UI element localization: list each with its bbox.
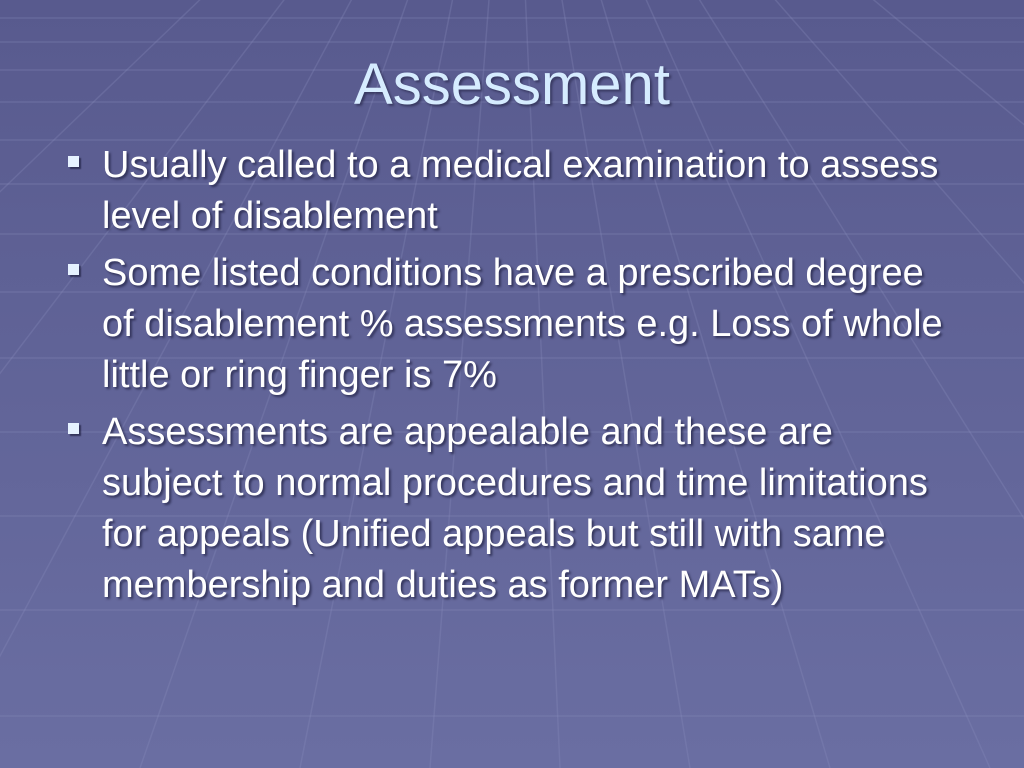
bullet-text: Some listed conditions have a prescribed degree of disablement % assessments e.g. Loss of whole little or ring finger is 7%	[102, 252, 943, 396]
bullet-item	[62, 248, 962, 401]
square-bullet-icon	[68, 156, 79, 167]
bullet-item	[62, 407, 962, 611]
slide-title: Assessment	[354, 52, 670, 117]
bullet-list	[62, 140, 962, 617]
bullet-item	[62, 140, 962, 242]
bullet-text: Assessments are appealable and these are subject to normal procedures and time limitations for appeals (Unified appeals but still with same membership and duties as former MATs)	[102, 411, 928, 606]
square-bullet-icon	[68, 423, 79, 434]
square-bullet-icon	[68, 264, 79, 275]
bullet-text: Usually called to a medical examination to assess level of disablement	[102, 144, 939, 237]
